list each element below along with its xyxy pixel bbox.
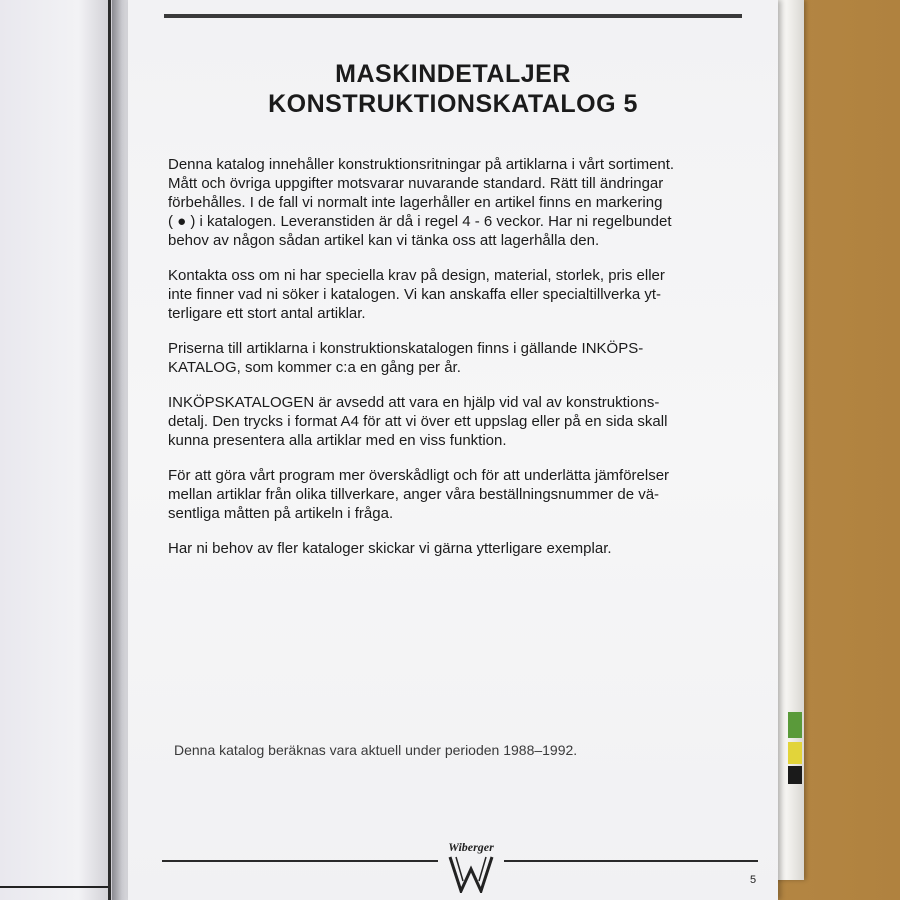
paragraph-contact: Kontakta oss om ni har speciella krav på design, material, storlek, pris eller inte finner vad ni söker i katalogen. Vi kan anskaffa eller specialtillverka yt- terligare ett stort antal artiklar. (168, 267, 665, 322)
wiberger-w-icon (448, 855, 494, 893)
paragraph-more-catalogs: Har ni behov av fler kataloger skickar vi gärna ytterligare exemplar. (168, 540, 612, 557)
facing-page-left (0, 0, 112, 900)
paragraph-order-numbers: För att göra vårt program mer överskådligt och för att underlätta jämförelser mellan artiklar från olika tillverkare, anger våra beställningsnummer de vä- sentliga måtten på artikeln i fråga. (168, 467, 670, 522)
body-text (168, 155, 758, 574)
header-rule (164, 14, 742, 18)
page-title-line2: KONSTRUKTIONSKATALOG 5 (268, 90, 638, 118)
logo-wordmark: Wiberger (448, 840, 494, 854)
footer-rule-left (162, 860, 438, 862)
paragraph-intro: Denna katalog innehåller konstruktionsritningar på artiklarna i vårt sortiment. Mått och övriga uppgifter motsvarar nuvarande standard. Rätt till ändringar förbehålles. I de fall vi normalt inte lagerhåller en artikel finns en markering ( ● ) i katalogen. Leveranstiden är då i regel 4 - 6 veckor. Har ni regelbundet behov av någon sådan artikel kan vi tänka oss att lagerhålla den. (168, 156, 675, 249)
paragraph-purchase-catalog: INKÖPSKATALOGEN är avsedd att vara en hjälp vid val av konstruktions- detalj. Den trycks i format A4 för att vi över ett uppslag eller på en sida skall kunna presentera alla artiklar med en viss funktion. (168, 394, 668, 449)
index-tab-black[interactable] (788, 766, 802, 784)
page-title-line1: MASKINDETALJER (335, 60, 571, 88)
index-tab-yellow[interactable] (788, 742, 802, 764)
page-number: 5 (750, 874, 757, 886)
paragraph-prices: Priserna till artiklarna i konstruktionskatalogen finns i gällande INKÖPS- KATALOG, som kommer c:a en gång per år. (168, 340, 644, 376)
footer-rule-right (504, 860, 758, 862)
left-page-edge (108, 0, 111, 900)
index-tab-green[interactable] (788, 712, 802, 738)
left-page-footer-rule (0, 886, 108, 888)
wiberger-logo (436, 840, 506, 898)
validity-note: Denna katalog beräknas vara aktuell under perioden 1988–1992. (174, 742, 578, 758)
catalog-page (128, 0, 778, 900)
